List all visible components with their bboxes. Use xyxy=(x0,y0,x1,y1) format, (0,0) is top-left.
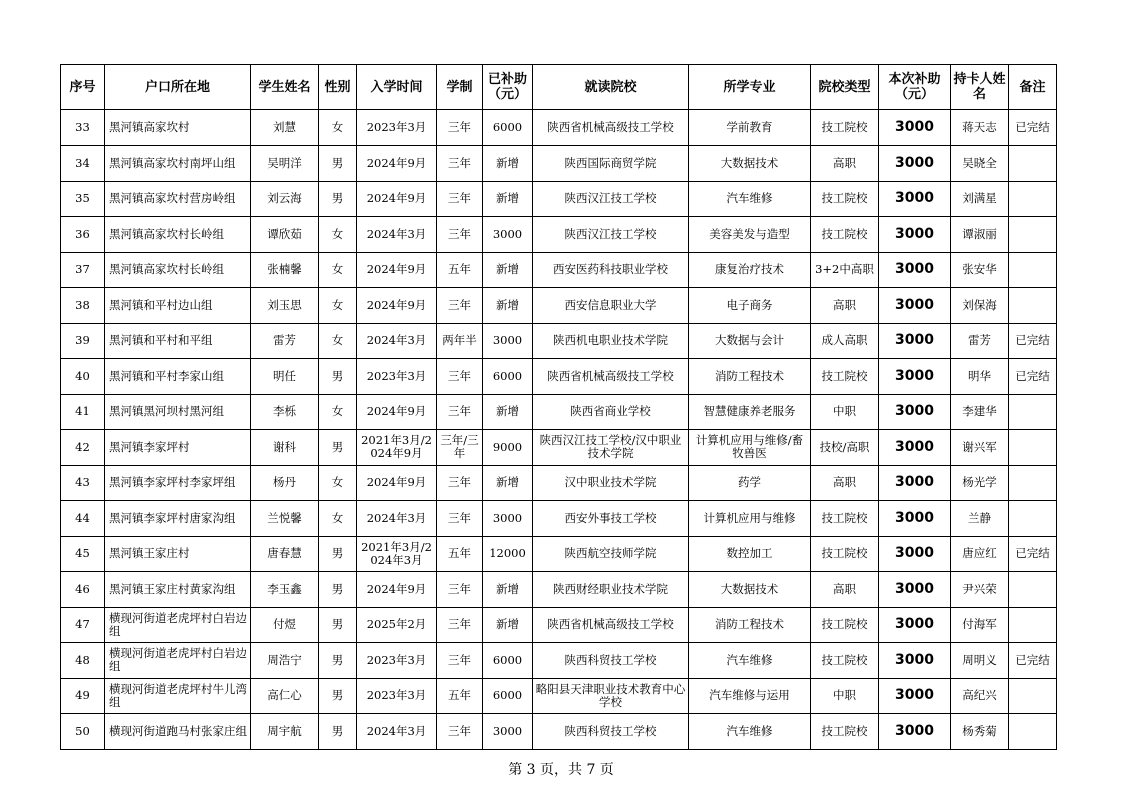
subsidy-table-wrapper xyxy=(60,64,1057,750)
current-subsidy-cell: 3000 xyxy=(879,181,951,217)
gender-cell: 女 xyxy=(319,501,357,537)
current-subsidy-cell: 3000 xyxy=(879,146,951,182)
household-cell: 横现河街道老虎坪村白岩边组 xyxy=(105,643,251,679)
current-subsidy-cell: 3000 xyxy=(879,714,951,750)
household-cell: 黑河镇和平村李家山组 xyxy=(105,359,251,395)
seq-cell: 40 xyxy=(61,359,105,395)
duration-cell: 三年 xyxy=(437,110,483,146)
school-cell: 陕西航空技师学院 xyxy=(533,536,689,572)
cardholder-cell: 杨秀菊 xyxy=(951,714,1009,750)
major-cell: 数控加工 xyxy=(689,536,811,572)
enroll-time-cell: 2021年3月/2024年9月 xyxy=(357,430,437,466)
col-student-name-header: 学生姓名 xyxy=(251,65,319,110)
seq-cell: 33 xyxy=(61,110,105,146)
household-cell: 黑河镇高家坎村长岭组 xyxy=(105,252,251,288)
major-cell: 药学 xyxy=(689,465,811,501)
remarks-cell: 已完结 xyxy=(1009,536,1057,572)
remarks-cell xyxy=(1009,217,1057,253)
cardholder-cell: 张安华 xyxy=(951,252,1009,288)
table-row xyxy=(61,714,1057,750)
duration-cell: 三年 xyxy=(437,359,483,395)
seq-cell: 42 xyxy=(61,430,105,466)
duration-cell: 五年 xyxy=(437,678,483,714)
current-subsidy-cell: 3000 xyxy=(879,430,951,466)
current-subsidy-cell: 3000 xyxy=(879,465,951,501)
table-row xyxy=(61,607,1057,643)
household-cell: 横现河街道跑马村张家庄组 xyxy=(105,714,251,750)
header-row xyxy=(61,65,1057,110)
major-cell: 汽车维修 xyxy=(689,181,811,217)
enroll-time-cell: 2025年2月 xyxy=(357,607,437,643)
seq-cell: 44 xyxy=(61,501,105,537)
paid-subsidy-cell: 3000 xyxy=(483,217,533,253)
school-type-cell: 技工院校 xyxy=(811,501,879,537)
student-name-cell: 谢科 xyxy=(251,430,319,466)
student-name-cell: 唐春慧 xyxy=(251,536,319,572)
subsidy-table xyxy=(60,64,1057,750)
school-type-cell: 高职 xyxy=(811,288,879,324)
cardholder-cell: 刘保海 xyxy=(951,288,1009,324)
cardholder-cell: 刘满星 xyxy=(951,181,1009,217)
school-cell: 陕西国际商贸学院 xyxy=(533,146,689,182)
household-cell: 黑河镇和平村和平组 xyxy=(105,323,251,359)
remarks-cell: 已完结 xyxy=(1009,643,1057,679)
cardholder-cell: 吴晓全 xyxy=(951,146,1009,182)
table-row xyxy=(61,110,1057,146)
household-cell: 黑河镇王家庄村 xyxy=(105,536,251,572)
gender-cell: 男 xyxy=(319,181,357,217)
gender-cell: 男 xyxy=(319,714,357,750)
school-type-cell: 技工院校 xyxy=(811,359,879,395)
remarks-cell xyxy=(1009,607,1057,643)
duration-cell: 三年 xyxy=(437,217,483,253)
gender-cell: 男 xyxy=(319,536,357,572)
duration-cell: 五年 xyxy=(437,252,483,288)
current-subsidy-cell: 3000 xyxy=(879,110,951,146)
table-row xyxy=(61,323,1057,359)
paid-subsidy-cell: 6000 xyxy=(483,643,533,679)
household-cell: 黑河镇李家坪村唐家沟组 xyxy=(105,501,251,537)
duration-cell: 三年 xyxy=(437,643,483,679)
seq-cell: 37 xyxy=(61,252,105,288)
student-name-cell: 谭欣茹 xyxy=(251,217,319,253)
seq-cell: 46 xyxy=(61,572,105,608)
seq-cell: 45 xyxy=(61,536,105,572)
school-type-cell: 中职 xyxy=(811,678,879,714)
enroll-time-cell: 2023年3月 xyxy=(357,359,437,395)
household-cell: 黑河镇高家坎村长岭组 xyxy=(105,217,251,253)
cardholder-cell: 唐应红 xyxy=(951,536,1009,572)
seq-cell: 39 xyxy=(61,323,105,359)
col-major-header: 所学专业 xyxy=(689,65,811,110)
student-name-cell: 李栎 xyxy=(251,394,319,430)
paid-subsidy-cell: 新增 xyxy=(483,607,533,643)
seq-cell: 35 xyxy=(61,181,105,217)
school-cell: 陕西省商业学校 xyxy=(533,394,689,430)
school-type-cell: 高职 xyxy=(811,465,879,501)
cardholder-cell: 尹兴荣 xyxy=(951,572,1009,608)
current-subsidy-cell: 3000 xyxy=(879,288,951,324)
major-cell: 康复治疗技术 xyxy=(689,252,811,288)
school-cell: 陕西汉江技工学校 xyxy=(533,217,689,253)
major-cell: 汽车维修与运用 xyxy=(689,678,811,714)
paid-subsidy-cell: 新增 xyxy=(483,465,533,501)
remarks-cell xyxy=(1009,288,1057,324)
col-seq-header: 序号 xyxy=(61,65,105,110)
paid-subsidy-cell: 6000 xyxy=(483,110,533,146)
duration-cell: 三年 xyxy=(437,501,483,537)
enroll-time-cell: 2024年9月 xyxy=(357,146,437,182)
school-cell: 西安信息职业大学 xyxy=(533,288,689,324)
current-subsidy-cell: 3000 xyxy=(879,394,951,430)
cardholder-cell: 高纪兴 xyxy=(951,678,1009,714)
household-cell: 黑河镇高家坎村营房岭组 xyxy=(105,181,251,217)
school-cell: 陕西科贸技工学校 xyxy=(533,714,689,750)
school-cell: 西安外事技工学校 xyxy=(533,501,689,537)
duration-cell: 两年半 xyxy=(437,323,483,359)
gender-cell: 女 xyxy=(319,110,357,146)
gender-cell: 女 xyxy=(319,465,357,501)
col-current-subsidy-header: 本次补助（元） xyxy=(879,65,951,110)
major-cell: 美容美发与造型 xyxy=(689,217,811,253)
col-gender-header: 性别 xyxy=(319,65,357,110)
remarks-cell xyxy=(1009,572,1057,608)
school-type-cell: 技工院校 xyxy=(811,110,879,146)
remarks-cell xyxy=(1009,430,1057,466)
seq-cell: 36 xyxy=(61,217,105,253)
enroll-time-cell: 2023年3月 xyxy=(357,678,437,714)
school-cell: 略阳县天津职业技术教育中心学校 xyxy=(533,678,689,714)
remarks-cell xyxy=(1009,394,1057,430)
table-row xyxy=(61,430,1057,466)
gender-cell: 男 xyxy=(319,572,357,608)
duration-cell: 五年 xyxy=(437,536,483,572)
remarks-cell xyxy=(1009,465,1057,501)
table-row xyxy=(61,359,1057,395)
enroll-time-cell: 2024年3月 xyxy=(357,217,437,253)
table-row xyxy=(61,501,1057,537)
remarks-cell xyxy=(1009,714,1057,750)
table-body xyxy=(61,110,1057,750)
table-row xyxy=(61,678,1057,714)
duration-cell: 三年 xyxy=(437,288,483,324)
current-subsidy-cell: 3000 xyxy=(879,323,951,359)
enroll-time-cell: 2023年3月 xyxy=(357,110,437,146)
table-row xyxy=(61,394,1057,430)
seq-cell: 49 xyxy=(61,678,105,714)
seq-cell: 48 xyxy=(61,643,105,679)
remarks-cell xyxy=(1009,252,1057,288)
enroll-time-cell: 2024年9月 xyxy=(357,572,437,608)
enroll-time-cell: 2021年3月/2024年3月 xyxy=(357,536,437,572)
duration-cell: 三年 xyxy=(437,181,483,217)
school-cell: 陕西汉江技工学校/汉中职业技术学院 xyxy=(533,430,689,466)
current-subsidy-cell: 3000 xyxy=(879,217,951,253)
student-name-cell: 吴明洋 xyxy=(251,146,319,182)
col-household-header: 户口所在地 xyxy=(105,65,251,110)
paid-subsidy-cell: 新增 xyxy=(483,288,533,324)
school-cell: 陕西机电职业技术学院 xyxy=(533,323,689,359)
household-cell: 黑河镇黑河坝村黑河组 xyxy=(105,394,251,430)
table-row xyxy=(61,465,1057,501)
enroll-time-cell: 2024年3月 xyxy=(357,714,437,750)
school-type-cell: 高职 xyxy=(811,146,879,182)
paid-subsidy-cell: 6000 xyxy=(483,678,533,714)
cardholder-cell: 谭淑丽 xyxy=(951,217,1009,253)
paid-subsidy-cell: 12000 xyxy=(483,536,533,572)
current-subsidy-cell: 3000 xyxy=(879,607,951,643)
duration-cell: 三年 xyxy=(437,394,483,430)
major-cell: 消防工程技术 xyxy=(689,607,811,643)
school-cell: 陕西科贸技工学校 xyxy=(533,643,689,679)
cardholder-cell: 李建华 xyxy=(951,394,1009,430)
school-cell: 陕西财经职业技术学院 xyxy=(533,572,689,608)
student-name-cell: 兰悦馨 xyxy=(251,501,319,537)
page-number: 第 3 页，共 7 页 xyxy=(508,762,614,778)
student-name-cell: 刘云海 xyxy=(251,181,319,217)
gender-cell: 男 xyxy=(319,643,357,679)
enroll-time-cell: 2024年9月 xyxy=(357,252,437,288)
paid-subsidy-cell: 新增 xyxy=(483,181,533,217)
school-type-cell: 成人高职 xyxy=(811,323,879,359)
student-name-cell: 明任 xyxy=(251,359,319,395)
gender-cell: 男 xyxy=(319,359,357,395)
enroll-time-cell: 2024年9月 xyxy=(357,465,437,501)
student-name-cell: 周宇航 xyxy=(251,714,319,750)
seq-cell: 34 xyxy=(61,146,105,182)
major-cell: 智慧健康养老服务 xyxy=(689,394,811,430)
current-subsidy-cell: 3000 xyxy=(879,643,951,679)
cardholder-cell: 蒋天志 xyxy=(951,110,1009,146)
cardholder-cell: 谢兴军 xyxy=(951,430,1009,466)
school-type-cell: 技工院校 xyxy=(811,217,879,253)
gender-cell: 女 xyxy=(319,217,357,253)
table-row xyxy=(61,536,1057,572)
school-cell: 陕西省机械高级技工学校 xyxy=(533,359,689,395)
paid-subsidy-cell: 新增 xyxy=(483,146,533,182)
major-cell: 大数据技术 xyxy=(689,146,811,182)
gender-cell: 男 xyxy=(319,607,357,643)
table-row xyxy=(61,217,1057,253)
paid-subsidy-cell: 新增 xyxy=(483,252,533,288)
paid-subsidy-cell: 6000 xyxy=(483,359,533,395)
seq-cell: 38 xyxy=(61,288,105,324)
paid-subsidy-cell: 新增 xyxy=(483,572,533,608)
major-cell: 汽车维修 xyxy=(689,643,811,679)
table-row xyxy=(61,146,1057,182)
duration-cell: 三年/三年 xyxy=(437,430,483,466)
student-name-cell: 杨丹 xyxy=(251,465,319,501)
table-row xyxy=(61,288,1057,324)
duration-cell: 三年 xyxy=(437,607,483,643)
household-cell: 横现河街道老虎坪村白岩边组 xyxy=(105,607,251,643)
remarks-cell xyxy=(1009,678,1057,714)
col-cardholder-header: 持卡人姓名 xyxy=(951,65,1009,110)
table-row xyxy=(61,252,1057,288)
school-cell: 西安医药科技职业学校 xyxy=(533,252,689,288)
student-name-cell: 付煜 xyxy=(251,607,319,643)
major-cell: 计算机应用与维修/畜牧兽医 xyxy=(689,430,811,466)
current-subsidy-cell: 3000 xyxy=(879,501,951,537)
cardholder-cell: 兰静 xyxy=(951,501,1009,537)
household-cell: 黑河镇高家坎村南坪山组 xyxy=(105,146,251,182)
major-cell: 计算机应用与维修 xyxy=(689,501,811,537)
school-type-cell: 技工院校 xyxy=(811,607,879,643)
gender-cell: 男 xyxy=(319,430,357,466)
duration-cell: 三年 xyxy=(437,146,483,182)
household-cell: 黑河镇王家庄村黄家沟组 xyxy=(105,572,251,608)
cardholder-cell: 雷芳 xyxy=(951,323,1009,359)
school-type-cell: 技工院校 xyxy=(811,714,879,750)
household-cell: 黑河镇李家坪村李家坪组 xyxy=(105,465,251,501)
major-cell: 大数据技术 xyxy=(689,572,811,608)
gender-cell: 女 xyxy=(319,288,357,324)
school-type-cell: 技工院校 xyxy=(811,536,879,572)
duration-cell: 三年 xyxy=(437,714,483,750)
col-school-type-header: 院校类型 xyxy=(811,65,879,110)
enroll-time-cell: 2024年3月 xyxy=(357,323,437,359)
remarks-cell: 已完结 xyxy=(1009,323,1057,359)
student-name-cell: 李玉鑫 xyxy=(251,572,319,608)
seq-cell: 50 xyxy=(61,714,105,750)
col-remarks-header: 备注 xyxy=(1009,65,1057,110)
col-school-header: 就读院校 xyxy=(533,65,689,110)
cardholder-cell: 明华 xyxy=(951,359,1009,395)
household-cell: 横现河街道老虎坪村牛儿湾组 xyxy=(105,678,251,714)
current-subsidy-cell: 3000 xyxy=(879,572,951,608)
col-enroll-time-header: 入学时间 xyxy=(357,65,437,110)
major-cell: 学前教育 xyxy=(689,110,811,146)
remarks-cell xyxy=(1009,146,1057,182)
household-cell: 黑河镇和平村边山组 xyxy=(105,288,251,324)
remarks-cell xyxy=(1009,501,1057,537)
paid-subsidy-cell: 3000 xyxy=(483,323,533,359)
student-name-cell: 雷芳 xyxy=(251,323,319,359)
school-cell: 陕西汉江技工学校 xyxy=(533,181,689,217)
school-cell: 汉中职业技术学院 xyxy=(533,465,689,501)
remarks-cell: 已完结 xyxy=(1009,359,1057,395)
enroll-time-cell: 2024年9月 xyxy=(357,288,437,324)
table-row xyxy=(61,643,1057,679)
col-paid-subsidy-header: 已补助（元） xyxy=(483,65,533,110)
enroll-time-cell: 2024年9月 xyxy=(357,394,437,430)
remarks-cell: 已完结 xyxy=(1009,110,1057,146)
household-cell: 黑河镇李家坪村 xyxy=(105,430,251,466)
gender-cell: 男 xyxy=(319,678,357,714)
school-type-cell: 中职 xyxy=(811,394,879,430)
school-type-cell: 技工院校 xyxy=(811,181,879,217)
household-cell: 黑河镇高家坎村 xyxy=(105,110,251,146)
student-name-cell: 刘玉思 xyxy=(251,288,319,324)
major-cell: 大数据与会计 xyxy=(689,323,811,359)
gender-cell: 女 xyxy=(319,323,357,359)
table-row xyxy=(61,181,1057,217)
student-name-cell: 周浩宁 xyxy=(251,643,319,679)
current-subsidy-cell: 3000 xyxy=(879,678,951,714)
school-cell: 陕西省机械高级技工学校 xyxy=(533,607,689,643)
current-subsidy-cell: 3000 xyxy=(879,252,951,288)
paid-subsidy-cell: 新增 xyxy=(483,394,533,430)
major-cell: 汽车维修 xyxy=(689,714,811,750)
current-subsidy-cell: 3000 xyxy=(879,359,951,395)
col-duration-header: 学制 xyxy=(437,65,483,110)
gender-cell: 女 xyxy=(319,252,357,288)
enroll-time-cell: 2023年3月 xyxy=(357,643,437,679)
school-type-cell: 技工院校 xyxy=(811,643,879,679)
paid-subsidy-cell: 3000 xyxy=(483,501,533,537)
current-subsidy-cell: 3000 xyxy=(879,536,951,572)
school-type-cell: 高职 xyxy=(811,572,879,608)
cardholder-cell: 杨光学 xyxy=(951,465,1009,501)
cardholder-cell: 付海军 xyxy=(951,607,1009,643)
major-cell: 消防工程技术 xyxy=(689,359,811,395)
enroll-time-cell: 2024年3月 xyxy=(357,501,437,537)
seq-cell: 41 xyxy=(61,394,105,430)
school-type-cell: 技校/高职 xyxy=(811,430,879,466)
gender-cell: 女 xyxy=(319,394,357,430)
student-name-cell: 刘慧 xyxy=(251,110,319,146)
paid-subsidy-cell: 3000 xyxy=(483,714,533,750)
duration-cell: 三年 xyxy=(437,572,483,608)
major-cell: 电子商务 xyxy=(689,288,811,324)
gender-cell: 男 xyxy=(319,146,357,182)
remarks-cell xyxy=(1009,181,1057,217)
student-name-cell: 张楠馨 xyxy=(251,252,319,288)
enroll-time-cell: 2024年9月 xyxy=(357,181,437,217)
paid-subsidy-cell: 9000 xyxy=(483,430,533,466)
cardholder-cell: 周明义 xyxy=(951,643,1009,679)
seq-cell: 47 xyxy=(61,607,105,643)
school-cell: 陕西省机械高级技工学校 xyxy=(533,110,689,146)
seq-cell: 43 xyxy=(61,465,105,501)
duration-cell: 三年 xyxy=(437,465,483,501)
student-name-cell: 高仁心 xyxy=(251,678,319,714)
school-type-cell: 3+2中高职 xyxy=(811,252,879,288)
table-row xyxy=(61,572,1057,608)
